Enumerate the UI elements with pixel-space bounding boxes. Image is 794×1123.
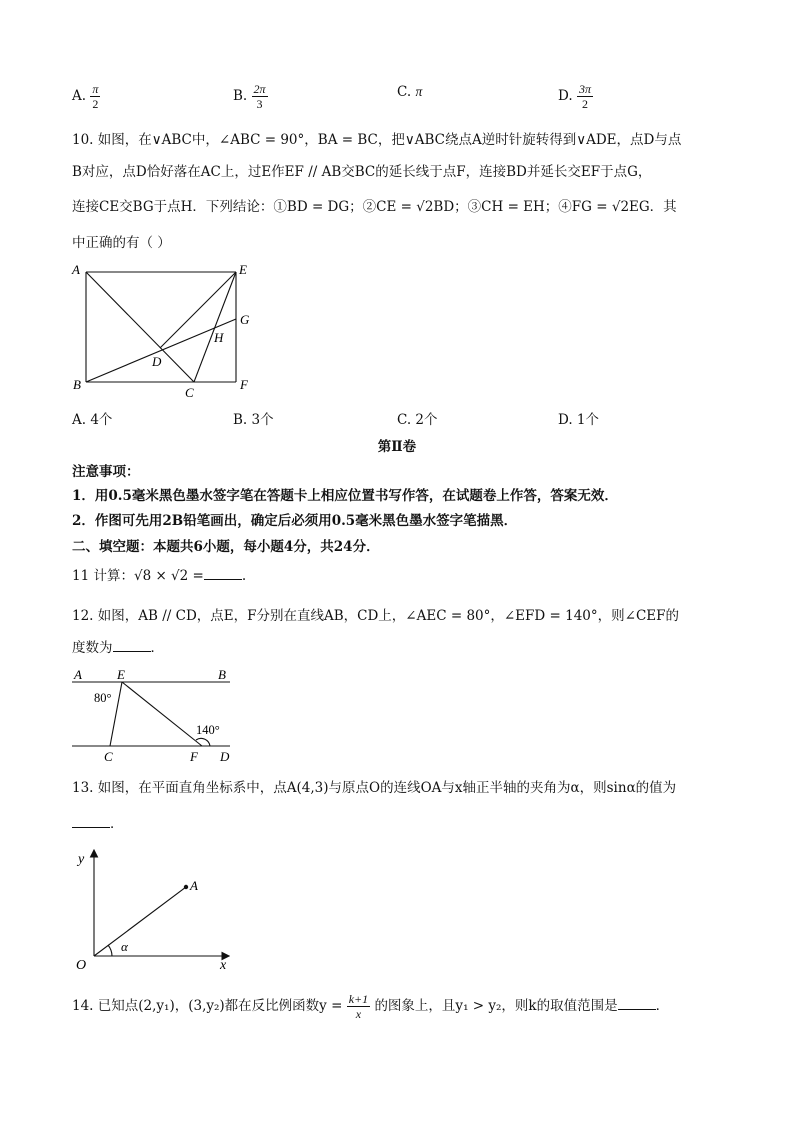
- q11: 11 计算：√8 × √2 = .: [72, 568, 247, 584]
- q14: 14. 已知点(2,y₁)，(3,y₂)都在反比例函数y = $\frac{k+1}{x}$ 的图象上，且y₁ > y₂，则k的取值范围是 ．: [72, 992, 670, 1021]
- label-x: x: [220, 958, 227, 973]
- q13-figure: [68, 845, 243, 975]
- label-d: D: [220, 749, 230, 764]
- q10-line3: 连接CE交BG于点H．下列结论：①BD = DG；②CE = √2BD；③CH = EH；④FG = √2EG．其: [72, 199, 677, 215]
- q10-option-a: A. 4个: [72, 412, 113, 428]
- label-b: B: [73, 377, 81, 392]
- label-o: O: [76, 958, 87, 973]
- section-title: 第Ⅱ卷: [377, 439, 417, 455]
- q12-figure: [68, 662, 248, 766]
- q10-line2: B对应，点D恰好落在AC上，过E作EF // AB交BC的延长线于点F，连接BD并延长交EF于点G，: [72, 164, 652, 180]
- label-d: D: [152, 354, 162, 369]
- q10-option-b: B. 3个: [233, 412, 274, 428]
- q12-line1: 12. 如图，AB // CD，点E，F分别在直线AB，CD上，∠AEC = 80°，∠EFD = 140°，则∠CEF的: [72, 608, 680, 624]
- label-angle-140: 140°: [196, 723, 220, 737]
- segment-de: [160, 272, 236, 348]
- q12-line2: 度数为 ．: [72, 640, 164, 656]
- label-b: B: [218, 667, 226, 682]
- angle-arc-alpha: [108, 945, 112, 956]
- label-a: A: [74, 667, 82, 682]
- q13-line2: ．: [72, 814, 124, 834]
- q10-line4: 中正确的有（ ）: [72, 235, 171, 251]
- answer-blank: [113, 639, 151, 652]
- option-d: D. $\frac{3\pi}{2}$: [558, 82, 591, 111]
- label-angle-80: 80°: [94, 691, 112, 705]
- answer-blank: [204, 567, 242, 580]
- option-a: A. $\frac{\pi}{2}$: [72, 82, 99, 111]
- label-y: y: [78, 852, 85, 867]
- option-b: B. $\frac{2\pi}{3}$: [233, 82, 266, 111]
- label-c: C: [185, 385, 194, 400]
- q10-figure: [68, 258, 268, 403]
- fraction-3pi-over-2: $\frac{3\pi}{2}$: [578, 82, 591, 111]
- segment-ac: [86, 272, 194, 382]
- segment-ec: [110, 682, 122, 746]
- notice-2: 2．作图可先用2B铅笔画出，确定后必须用0.5毫米黑色墨水签字笔描黑．: [72, 513, 518, 529]
- segment-bg: [86, 319, 236, 382]
- q13-line1: 13. 如图，在平面直角坐标系中，点A(4,3)与原点O的连线OA与x轴正半轴的夹角为α，则sinα的值为: [72, 780, 677, 796]
- q10-option-c: C. 2个: [397, 412, 438, 428]
- option-c: C. π: [397, 84, 423, 100]
- label-f: F: [190, 749, 198, 764]
- label-f: F: [240, 377, 248, 392]
- answer-blank: [72, 815, 110, 828]
- q10-option-d: D. 1个: [558, 412, 600, 428]
- q10-line1: 10. 如图，在∨ABC中，∠ABC = 90°，BA = BC，把∨ABC绕点A逆时针旋转得到∨ADE，点D与点: [72, 132, 682, 148]
- label-alpha: α: [121, 939, 128, 954]
- label-a: A: [190, 878, 198, 893]
- point-a: [184, 885, 188, 889]
- answer-blank: [618, 997, 656, 1010]
- label-e: E: [117, 667, 125, 682]
- label-a: A: [72, 262, 80, 277]
- fill-section-title: 二、填空题：本题共6小题，每小题4分，共24分．: [72, 539, 380, 555]
- fraction-k-plus-1-over-x: $\frac{k+1}{x}$: [348, 992, 369, 1021]
- label-e: E: [239, 262, 247, 277]
- fraction-pi-over-2: $\frac{\pi}{2}$: [92, 82, 99, 111]
- label-g: G: [240, 312, 250, 327]
- label-h: H: [214, 330, 224, 345]
- notice-title: 注意事项：: [72, 464, 140, 480]
- notice-1: 1．用0.5毫米黑色墨水签字笔在答题卡上相应位置书写作答，在试题卷上作答，答案无效．: [72, 488, 618, 504]
- segment-oa: [94, 887, 186, 956]
- segment-ce: [194, 272, 236, 382]
- fraction-2pi-over-3: $\frac{2\pi}{3}$: [253, 82, 266, 111]
- segment-ef: [122, 682, 202, 746]
- label-c: C: [104, 749, 113, 764]
